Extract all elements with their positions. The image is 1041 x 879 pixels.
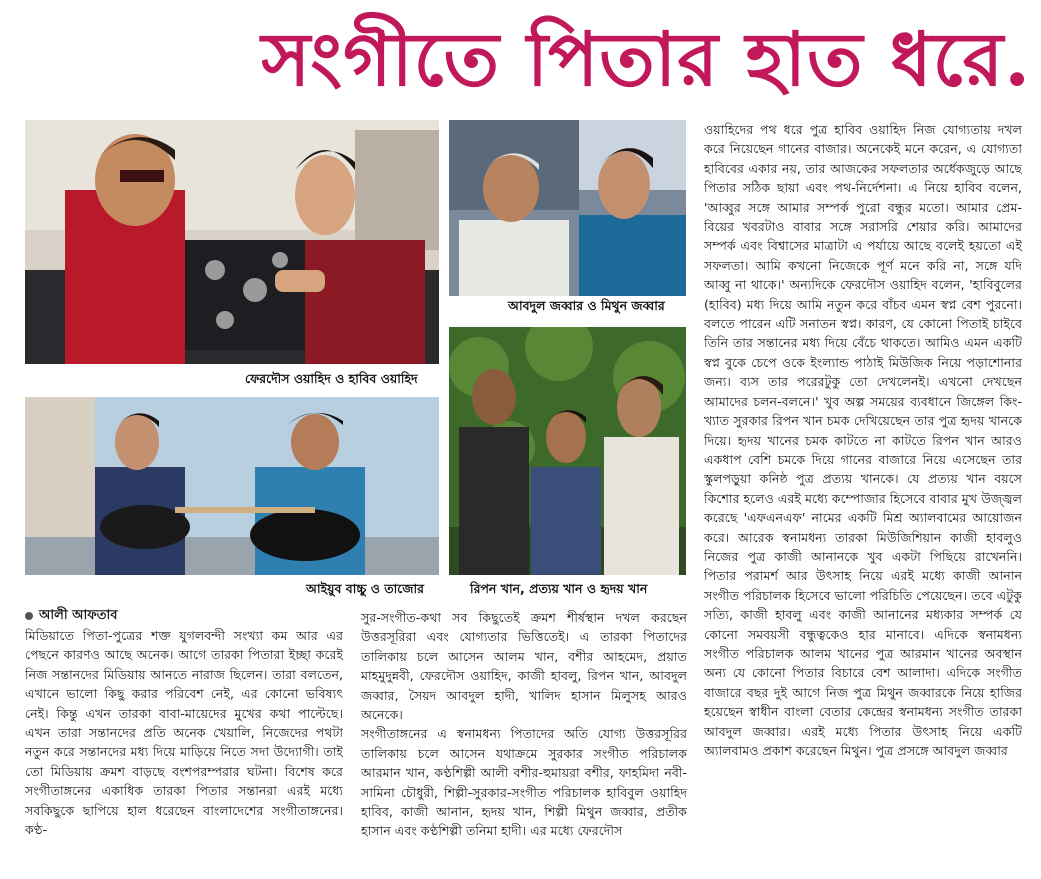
photo-jabbar-mithun	[449, 120, 686, 296]
article-column-2	[361, 608, 687, 874]
article-column-1	[25, 606, 343, 874]
article-paragraph-3: সংগীতাঙ্গনের এ স্বনামধন্য পিতাদের অতি যোগ্য উত্তরসূরির তালিকায় চলে আসেন যথাক্রমে সুরকার সংগীত পরিচালক আরমান খান, কণ্ঠশিল্পী আলী বশীর-হুমায়রা বশীর, ফাহমিদা নবী-সামিনা চৌধুরী, শিল্পী-সুরকার-সংগীত পরিচালক হাবিবুল ওয়াহিদ হাবিব, কাজী আনান, হৃদয় খান, শিল্পী মিথুন জব্বার, প্রতীক হাসান এবং কণ্ঠশিল্পী তনিমা হাদী। এর মধ্যে ফেরদৌস	[361, 726, 687, 839]
photo-ripon-prottoy-hridoy	[449, 327, 686, 575]
bullet-icon	[25, 612, 33, 620]
photo-bachchu-tajor	[25, 397, 439, 575]
article-paragraph-2: সুর-সংগীত-কথা সব কিছুতেই ক্রমশ শীর্ষস্থান দখল করছেন উত্তরসূরিরা এবং যোগ্যতার ভিত্তিতেই। এ তারকা পিতাদের তালিকায় চলে আসেন আলম খান, বশীর আহমেদ, প্রয়াত মাহমুদুন্নবী, ফেরদৌস ওয়াহিদ, কাজী হাবলু, রিপন খান, আবদুল জব্বার, সৈয়দ আবদুল হাদী, খালিদ হাসান মিলুসহ আরও অনেকে।	[361, 610, 687, 723]
article-column-3	[704, 120, 1022, 872]
caption-ripon-prottoy-hridoy: রিপন খান, প্রত্যয় খান ও হৃদয় খান	[470, 581, 648, 596]
headline: সংগীতে পিতার হাত ধরে.	[261, 17, 1031, 103]
article-paragraph-4: ওয়াহিদের পথ ধরে পুত্র হাবিব ওয়াহিদ নিজ যোগ্যতায় দখল করে নিয়েছেন গানের বাজার। অনেকেই মনে করেন, এ যোগ্যতা হাবিবের একার নয়, তার আজকের সফলতার অর্ধেকজুড়ে আছে পিতার সঠিক ছায়া এবং পথ-নির্দেশনা। এ নিয়ে হাবিব বলেন, 'আব্বুর সঙ্গে আমার সম্পর্ক পুরো বন্ধুর মতো। আমার প্রেম-বিয়ের খবরটাও বাবার সঙ্গে সরাসরি শেয়ার করি। আমাদের সম্পর্ক এবং বিশ্বাসের মাত্রাটা এ পর্যায়ে আছে বলেই হয়তো এই সফলতা। আমি কখনো নিজেকে পূর্ণ মনে করি না, সঙ্গে যদি আব্বু না থাকে।' অন্যদিকে ফেরদৌস ওয়াহিদ বলেন, 'হাবিবুলের (হাবিব) মধ্য দিয়ে আমি নতুন করে বাঁচব এমন স্বপ্ন বেশ পুরনো। বলতে পারেন এটি সনাতন স্বপ্ন। কারণ, যে কোনো পিতাই চাইবে তিনি তার সন্তানের মধ্য দিয়ে বেঁচে থাকতে। আমিও এমন একটি স্বপ্ন বুকে চেপে ওকে ইংল্যান্ড পাঠাই মিউজিক নিয়ে পড়াশোনার জন্য। ব্যস তার পরেরটুকু তো দেখলেনই। এখনো দেখছেন আমাদের চলন-বলনে।' খুব অল্প সময়ের ব্যবধানে জিঙ্গেল কিং-খ্যাত সুরকার রিপন খান চমক দেখিয়েছেন তার পুত্র হৃদয় খানকে দিয়ে। হৃদয় খানের চমক কাটতে না কাটতে রিপন খান আরও একধাপ বেশি চমকে দিয়ে গানের বাজারে নিয়ে এসেছেন তার স্কুলপড়ুয়া কনিষ্ঠ পুত্র প্রত্যয় খানকে। যে প্রত্যয় খান বয়সে কিশোর হলেও এরই মধ্যে কম্পোজার হিসেবে বাবার মুখ উজ্জ্বল করেছে 'এফএনএফ' নামের একটি মিশ্র অ্যালবামের আয়োজন করে। আরেক স্বনামধন্য তারকা মিউজিশিয়ান কাজী হাবলুও নিজের পুত্র কাজী আনানকে খুব একটা পিছিয়ে রাখেননি। পিতার পরামর্শ আর উৎসাহ নিয়ে এরই মধ্যে কাজী আনান সংগীত পরিচালক হিসেবে ভালো পরিচিতি পেয়েছেন। তবে এটুকু সত্যি, কাজী হাবলু এবং কাজী আনানের মধ্যকার সম্পর্ক যে কোনো সমবয়সী বন্ধুত্বকেও হার মানাবে। এদিকে স্বনামধন্য সংগীত পরিচালক আলম খানের পুত্র আরমান খানের অবস্থান অন্য যে কোনো পিতার বিচারে বেশ আলাদা। এদিকে সংগীত বাজারে বছর দুই আগে নিজ পুত্র মিথুন জব্বারকে নিয়ে হাজির হয়েছেন স্বাধীন বাংলা বেতার কেন্দ্রের স্বনামধন্য সংগীত তারকা আবদুল জব্বার। এরই মধ্যে পিতার উৎসাহ নিয়ে একটি অ্যালবামও প্রকাশ করেছেন মিথুন। পুত্র প্রসঙ্গে আবদুল জব্বার	[704, 122, 1022, 758]
byline	[25, 606, 343, 626]
caption-bachchu-tajor: আইয়ুব বাচ্চু ও তাজোর	[306, 581, 424, 596]
caption-ferdous-habib: ফেরদৌস ওয়াহিদ ও হাবিব ওয়াহিদ	[245, 371, 418, 386]
article-paragraph-1: মিডিয়াতে পিতা-পুত্রের শক্ত যুগলবন্দী সংখ্যা কম আর এর পেছনে কারণও আছে অনেক। আগে তারকা পিতারা ইচ্ছা করেই নিজ সন্তানদের মিডিয়ায় আনতে নারাজ ছিলেন। তারা বলতেন, এখানে ভালো কিছু করার পরিবেশ নেই, এর কোনো ভবিষ্যৎ নেই। কিন্তু এখন তারকা বাবা-মায়েদের মুখের কথা পাল্টেছে। এখন তারা সন্তানদের প্রতি অনেক খেয়ালি, নিজেদের পথটা নতুন করে সন্তানদের মধ্য দিয়ে মাড়িয়ে নিতে সদা উদ্যোগী। তাই তো মিডিয়ায় ক্রমশ বাড়ছে বংশপরম্পরার ঘটনা। বিশেষ করে সংগীতাঙ্গনের একাধিক তারকা পিতার সন্তানরা এরই মধ্যে সবকিছুকে ছাপিয়ে হাল ধরেছেন বাংলাদেশের সংগীতাঙ্গনের। কণ্ঠ-	[25, 628, 343, 838]
caption-jabbar-mithun: আবদুল জব্বার ও মিথুন জব্বার	[508, 298, 665, 313]
byline-author: আলী আফতাব	[39, 608, 118, 623]
photo-ferdous-habib	[25, 120, 439, 364]
